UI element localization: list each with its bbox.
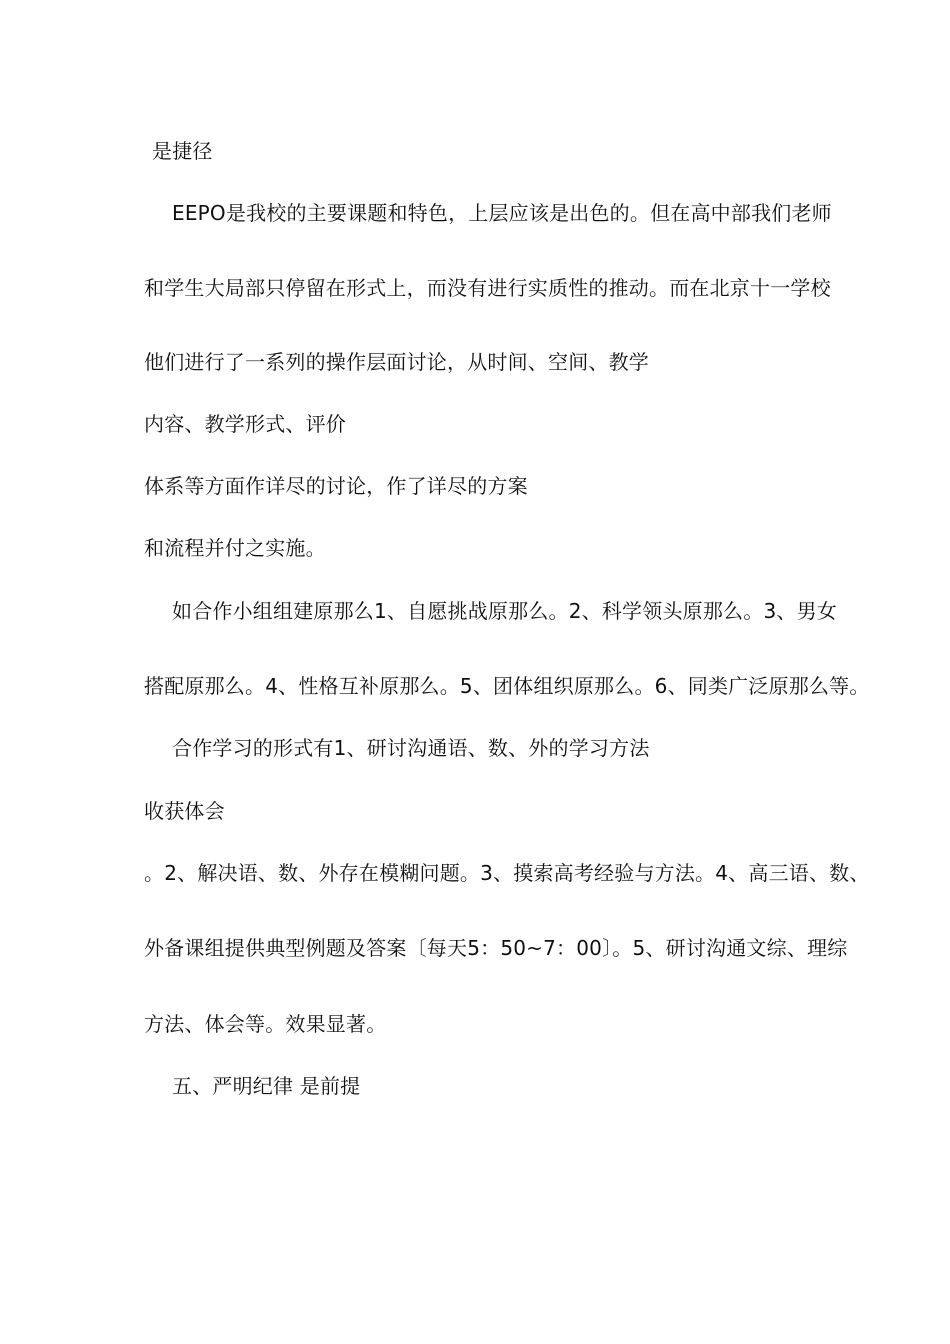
section-heading: 五、严明纪律 是前提 <box>172 1074 361 1098</box>
text-line-cooperation-4: 外备课组提供典型例题及答案〔每天5：50~7：00〕。5、研讨沟通文综、理综 <box>144 936 848 960</box>
text-line-cooperation-2: 收获体会 <box>144 799 225 823</box>
text-line-cooperation-5: 方法、体会等。效果显著。 <box>144 1012 387 1036</box>
text-line-paragraph-1: EEPO是我校的主要课题和特色，上层应该是出色的。但在高中部我们老师 <box>172 201 832 225</box>
text-line-cooperation-3: 。2、解决语、数、外存在模糊问题。3、摸索高考经验与方法。4、高三语、数、 <box>144 861 870 885</box>
text-line-heading-fragment: 是捷径 <box>152 139 213 163</box>
text-line-paragraph-6: 和流程并付之实施。 <box>144 536 326 560</box>
text-line-principles-1: 如合作小组组建原那么1、自愿挑战原那么。2、科学领头原那么。3、男女 <box>172 599 837 623</box>
text-line-paragraph-2: 和学生大局部只停留在形式上，而没有进行实质性的推动。而在北京十一学校 <box>144 276 831 300</box>
text-line-principles-2: 搭配原那么。4、性格互补原那么。5、团体组织原那么。6、同类广泛原那么等。 <box>144 674 870 698</box>
text-line-cooperation-1: 合作学习的形式有1、研讨沟通语、数、外的学习方法 <box>172 736 650 760</box>
text-line-paragraph-3: 他们进行了一系列的操作层面讨论，从时间、空间、教学 <box>144 350 649 374</box>
text-line-paragraph-4: 内容、教学形式、评价 <box>144 412 346 436</box>
text-line-paragraph-5: 体系等方面作详尽的讨论，作了详尽的方案 <box>144 474 528 498</box>
